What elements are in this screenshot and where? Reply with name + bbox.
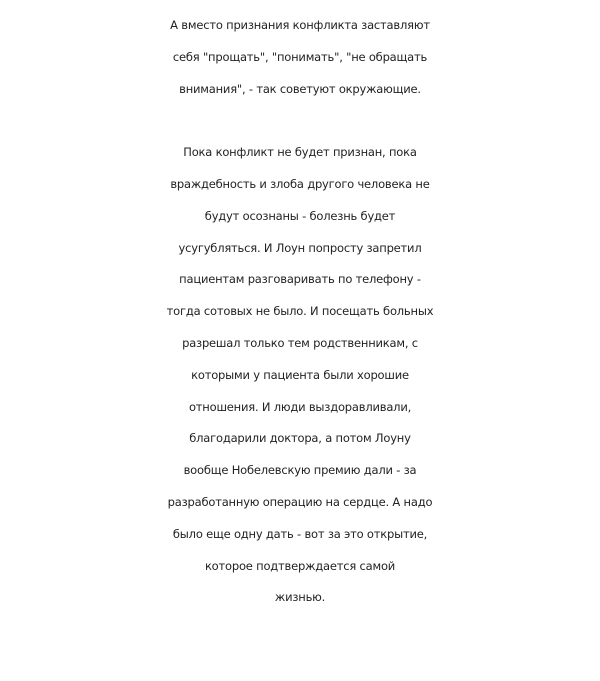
text-line: было еще одну дать - вот за это открытие, (172, 526, 428, 541)
text-line: которыми у пациента были хорошие (191, 367, 409, 382)
text-line: благодарили доктора, а потом Лоуну (189, 431, 411, 446)
text-line: усугубляться. И Лоун попросту запретил (178, 240, 422, 255)
text-line: вообще Нобелевскую премию дали - за (183, 463, 417, 478)
text-line: пациентам разговаривать по телефону - (179, 272, 421, 287)
paragraph-1 (4, 10, 596, 105)
text-line: которое подтверждается самой (204, 558, 396, 573)
text-line: внимания", - так советуют окружающие. (179, 81, 421, 96)
text-line: А вместо признания конфликта заставляют (170, 18, 430, 32)
text-line: враждебность и злоба другого человека не (170, 176, 430, 191)
text-line: разрешал только тем родственникам, с (182, 335, 418, 350)
text-line: будут осознаны - болезнь будет (204, 208, 396, 223)
text-line: жизнью. (274, 590, 326, 605)
text-line: себя "прощать", "понимать", "не обращать (172, 49, 428, 64)
text-line: Пока конфликт не будет признан, пока (183, 145, 417, 160)
text-line: тогда сотовых не было. И посещать больных (166, 304, 434, 319)
paragraph-gap (4, 105, 596, 137)
text-line: разработанную операцию на сердце. А надо (167, 494, 433, 509)
paragraph-2 (4, 137, 596, 614)
text-line: отношения. И люди выздоравливали, (188, 399, 412, 414)
